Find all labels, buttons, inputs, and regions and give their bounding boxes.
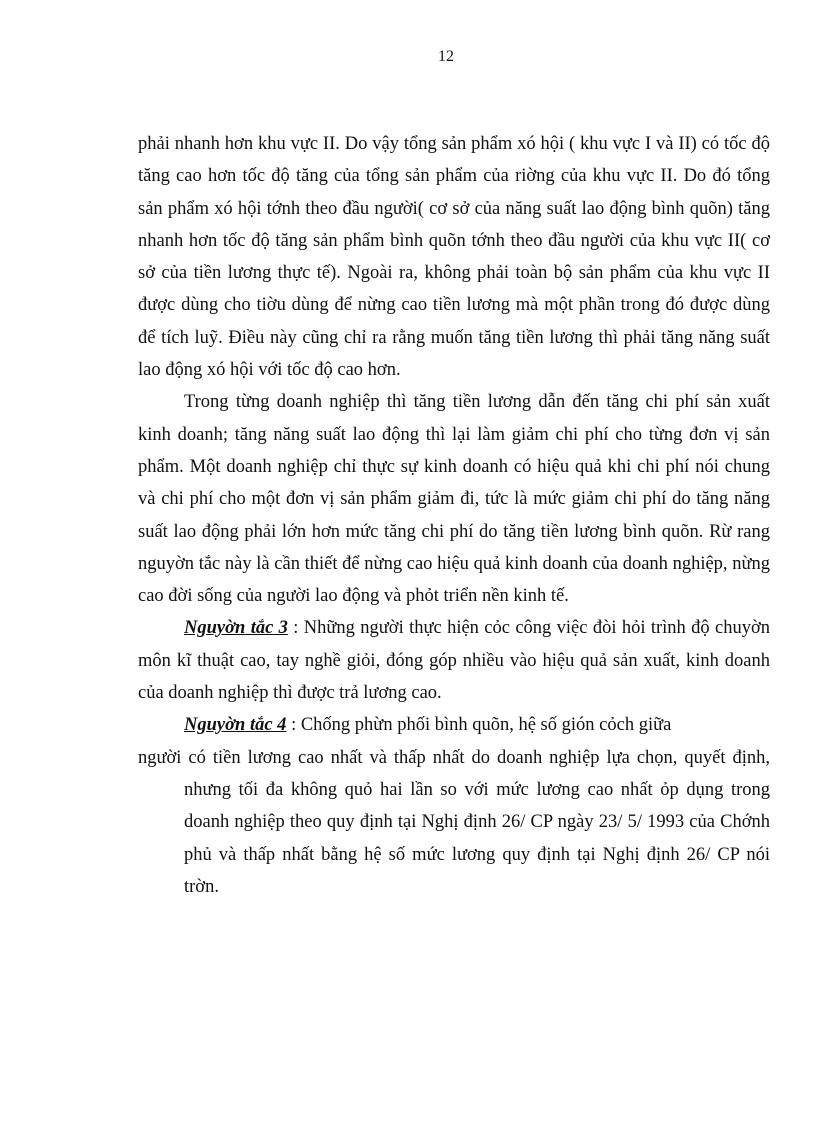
principle-3-text: : Những người thực hiện cỏc công việc đòi hỏi trình độ chuyờn môn kĩ thuật cao, tay nghề giỏi, đóng góp nhiều vào hiệu quả sản xuất, kinh doanh của doanh nghiệp thì được trả lương cao. bbox=[138, 618, 770, 704]
paragraph-1: phải nhanh hơn khu vực II. Do vậy tổng sản phẩm xó hội ( khu vực I và II) có tốc độ tăng cao hơn tốc độ tăng của tổng sản phẩm của riờng của khu vực II. Do đó tổng sản phẩm xó hội tớnh theo đầu người( cơ sở của năng suất lao động bình quõn) tăng nhanh hơn tốc độ tăng sản phẩm bình quõn tớnh theo đầu người của khu vực II( cơ sở của tiền lương thực tế). Ngoài ra, không phải toàn bộ sản phẩm của khu vực II được dùng cho tiờu dùng để nừng cao tiền lương mà một phần trong đó được dùng để tích luỹ. Điều này cũng chỉ ra rằng muốn tăng tiền lương thì phải tăng năng suất lao động xó hội với tốc độ cao hơn. bbox=[138, 134, 770, 381]
principle-4-text: : Chống phừn phối bình quõn, hệ số gión cỏch giữa bbox=[286, 715, 672, 736]
document-body bbox=[138, 128, 770, 903]
paragraph-principle-4 bbox=[138, 709, 770, 741]
principle-4-label: Nguyờn tắc 4 bbox=[184, 715, 287, 736]
paragraph-principle-3 bbox=[138, 612, 770, 709]
paragraph-2: Trong từng doanh nghiệp thì tăng tiền lương dẫn đến tăng chi phí sản xuất kinh doanh; tăng năng suất lao động thì lại làm giảm chi phí cho từng đơn vị sản phẩm. Một doanh nghiệp chỉ thực sự kinh doanh có hiệu quả khi chi phí nói chung và chi phí cho một đơn vị sản phẩm giảm đi, tức là mức giảm chi phí do tăng năng suất lao động phải lớn hơn mức tăng chi phí do tăng tiền lương bình quõn. Rừ rang nguyờn tắc này là cần thiết để nừng cao hiệu quả kinh doanh của doanh nghiệp, nừng cao đời sống của người lao động và phỏt triển nền kinh tế. bbox=[138, 392, 770, 607]
paragraph-principle-4-continued: người có tiền lương cao nhất và thấp nhất do doanh nghiệp lựa chọn, quyết định, nhưng tối đa không quỏ hai lần so với mức lương cao nhất ỏp dụng trong doanh nghiệp theo quy định tại Nghị định 26/ CP ngày 23/ 5/ 1993 của Chớnh phủ và thấp nhất bằng hệ số mức lương quy định tại Nghị định 26/ CP nói trờn. bbox=[138, 747, 770, 897]
page-number: 12 bbox=[438, 48, 454, 65]
principle-3-label: Nguyờn tắc 3 bbox=[184, 618, 288, 639]
